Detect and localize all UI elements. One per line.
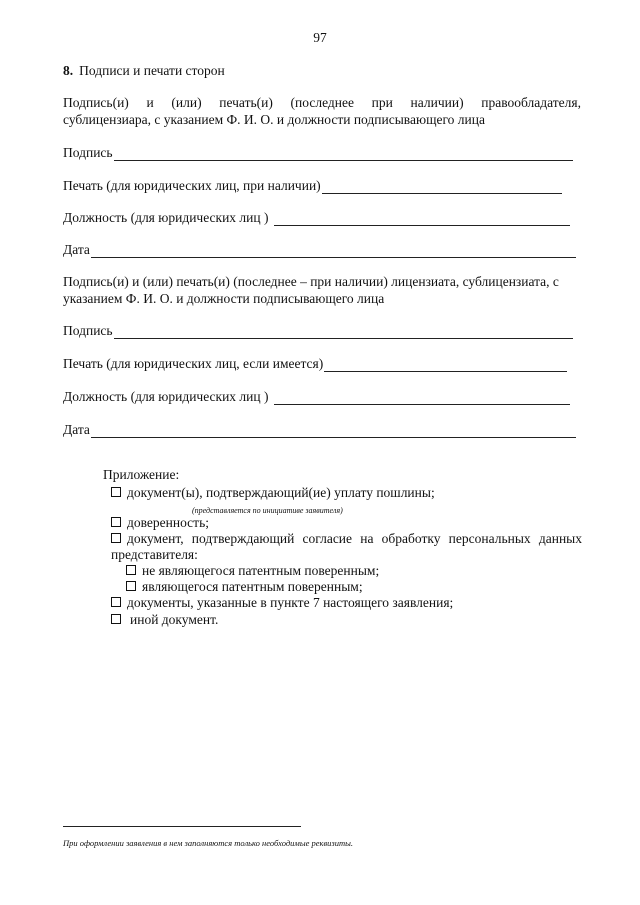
licensee-signature-field xyxy=(63,321,573,339)
licensee-intro-line2: указанием Ф. И. О. и должности подписывающего лица xyxy=(63,291,385,306)
checkbox-attorney[interactable] xyxy=(126,581,136,591)
licensor-intro-line2: сублицензиара, с указанием Ф. И. О. и должности подписывающего лица xyxy=(63,112,485,127)
licensee-signature-label: Подпись xyxy=(63,323,113,338)
licensor-signature-field xyxy=(63,143,573,161)
licensee-position-field xyxy=(63,387,570,405)
licensee-date-label: Дата xyxy=(63,422,90,437)
attachment-item-power-of-attorney xyxy=(111,515,209,531)
licensee-signature-line[interactable] xyxy=(114,325,573,339)
licensor-seal-line[interactable] xyxy=(322,180,562,194)
licensor-date-label: Дата xyxy=(63,242,90,257)
attachment-label-attorney: являющегося патентным поверенным; xyxy=(142,579,363,594)
consent-continuation: представителя: xyxy=(111,547,198,562)
attachments-heading: Приложение: xyxy=(103,467,180,482)
attachment-label-fee: документ(ы), подтверждающий(ие) уплату пошлины; xyxy=(127,485,435,500)
licensee-date-field xyxy=(63,420,576,438)
checkbox-section7-docs[interactable] xyxy=(111,597,121,607)
licensee-intro-line1: Подпись(и) и (или) печать(и) (последнее – при наличии) лицензиата, сублицензиата, с xyxy=(63,274,559,289)
licensor-position-line[interactable] xyxy=(274,212,570,226)
section-title xyxy=(63,63,225,79)
licensor-seal-field xyxy=(63,176,562,194)
checkbox-consent[interactable] xyxy=(111,533,121,543)
licensee-date-line[interactable] xyxy=(91,424,576,438)
licensor-position-label: Должность (для юридических лиц ) xyxy=(63,210,269,225)
footnote-divider xyxy=(63,826,301,827)
attachment-label-section7-docs: документы, указанные в пункте 7 настоящего заявления; xyxy=(127,595,454,610)
licensor-date-field xyxy=(63,240,576,258)
licensor-signature-line[interactable] xyxy=(114,147,573,161)
licensor-signature-label: Подпись xyxy=(63,145,113,160)
attachment-item-other xyxy=(111,612,218,628)
attachment-label-consent: документ, подтверждающий согласие на обработку персональных данных xyxy=(127,531,582,546)
attachment-label-not-attorney: не являющегося патентным поверенным; xyxy=(142,563,380,578)
attachment-item-fee xyxy=(111,485,435,501)
page-number: 97 xyxy=(313,30,327,45)
licensee-position-line[interactable] xyxy=(274,391,570,405)
attachment-label-power-of-attorney: доверенность; xyxy=(127,515,209,530)
attachment-item-section7-docs xyxy=(111,595,453,611)
licensee-intro xyxy=(63,273,581,307)
section-title-text: Подписи и печати сторон xyxy=(79,63,225,78)
licensor-position-field xyxy=(63,208,570,226)
licensee-seal-line[interactable] xyxy=(324,358,567,372)
checkbox-not-attorney[interactable] xyxy=(126,565,136,575)
footnote: При оформлении заявления в нем заполняются только необходимые реквизиты. xyxy=(63,838,354,848)
attachment-label-other: иной документ. xyxy=(130,612,219,627)
licensor-intro xyxy=(63,94,581,128)
checkbox-power-of-attorney[interactable] xyxy=(111,517,121,527)
fee-note: (представляется по инициативе заявителя) xyxy=(192,506,343,515)
licensor-seal-label: Печать (для юридических лиц, при наличии) xyxy=(63,178,321,193)
licensor-date-line[interactable] xyxy=(91,244,576,258)
attachment-item-not-attorney xyxy=(126,563,379,579)
attachment-item-consent xyxy=(111,531,582,547)
licensee-seal-label: Печать (для юридических лиц, если имеется) xyxy=(63,356,324,371)
checkbox-other[interactable] xyxy=(111,614,121,624)
licensor-intro-line1: Подпись(и) и (или) печать(и) (последнее при наличии) правообладателя, xyxy=(63,95,581,110)
section-number: 8. xyxy=(63,63,74,78)
licensee-position-label: Должность (для юридических лиц ) xyxy=(63,389,269,404)
checkbox-fee[interactable] xyxy=(111,487,121,497)
licensee-seal-field xyxy=(63,354,567,372)
attachment-item-attorney xyxy=(126,579,363,595)
